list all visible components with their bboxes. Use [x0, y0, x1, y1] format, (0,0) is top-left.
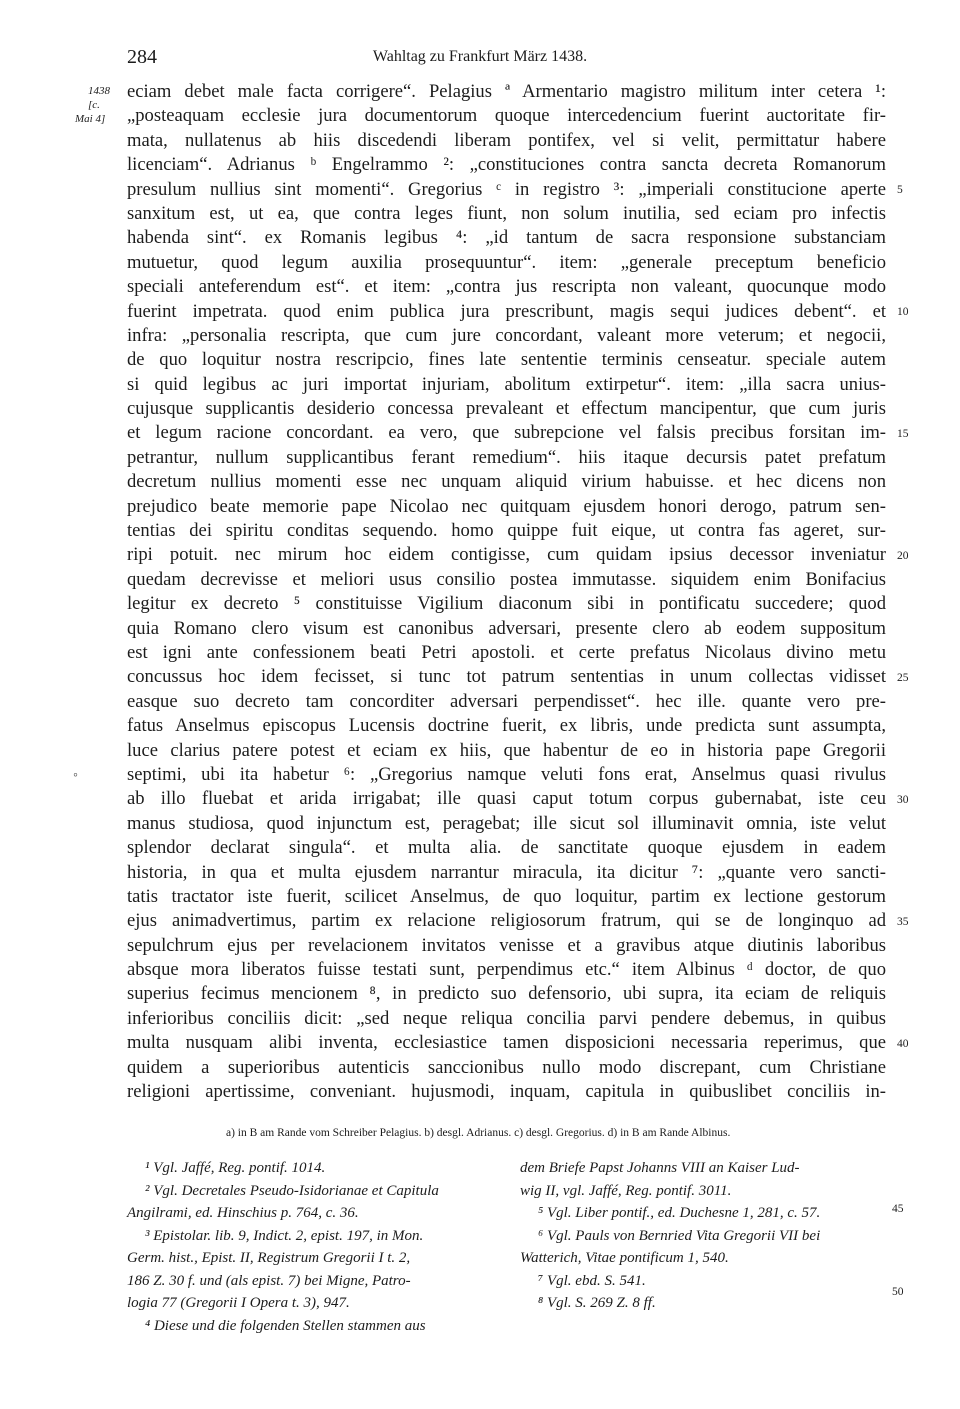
text-line: septimi, ubi ita habetur ⁶: „Gregorius namque veluti fons erat, Anselmus quasi rivulus: [127, 763, 886, 785]
margin-dot: ◦: [73, 768, 78, 783]
text-line: fatus Anselmus episcopus Lucensis doctrine fuerit, ex libris, unde predicta sunt assumpta,: [127, 715, 886, 737]
text-line: absque mora liberatos fuisse testati sunt, perpendimus etc.“ item Albinus ᵈ doctor, de quo: [127, 959, 886, 981]
text-line: quidem a superioribus autenticis sanccionibus nullo modo discrepant, cum Christiane: [127, 1056, 886, 1078]
footnotes-left: [127, 1157, 492, 1337]
footnote-line: ⁸ Vgl. S. 269 Z. 8 ff.: [538, 1295, 656, 1311]
text-line: fuerint impetrata. quod enim publica jura prescribunt, magis sequi judices debent“. et: [127, 300, 886, 322]
text-line: religioni apertissime, conveniant. hujusmodi, inquam, capitula in quibuslibet conciliis in-: [127, 1081, 886, 1103]
variant-notes: a) in B am Rande vom Schreiber Pelagius. b) desgl. Adrianus. c) desgl. Gregorius. d) in B am Rande Albinus.: [226, 1127, 731, 1139]
footnote-line: ¹ Vgl. Jaffé, Reg. pontif. 1014.: [145, 1160, 326, 1176]
text-line: de quo loquitur nostra rescripcio, fines late sententie terminis censeatur. speciale autem: [127, 349, 886, 371]
text-line: habenda sint“. ex Romanis legibus ⁴: „id tantum de sacra responsione substanciam: [127, 227, 886, 249]
line-number: 20: [897, 549, 909, 562]
text-line: splendor declarat singula“. et multa alia. de sanctitate quoque ejusdem in eadem: [127, 837, 886, 859]
text-line: mata, nullatenus ab hiis discedendi liberam pontifex, vel si velit, permittatur habere: [127, 129, 886, 151]
footnote-line: ⁴ Diese und die folgenden Stellen stammen aus: [145, 1317, 426, 1334]
line-number: 30: [897, 793, 909, 806]
text-line: sanxitum est, ut ea, que contra leges fiunt, non solum inutilia, sed eciam pro infectis: [127, 202, 886, 224]
text-line: „posteaquam ecclesie jura documentorum quoque intercedencium fuerint auctoritate fir-: [127, 105, 886, 127]
text-line: inferioribus conciliis dicit: „sed neque reliqua concilia parvi pendere debemus, in quibus: [127, 1007, 886, 1029]
footnote-line: 186 Z. 30 f. und (als epist. 7) bei Migne, Patro-: [127, 1272, 411, 1289]
text-line: et legum racione concordant. ea vero, que subrepcione vel falsis precibus forsitan im-: [127, 422, 886, 444]
margin-date-line: Mai 4]: [75, 113, 106, 125]
footnotes-right: [520, 1157, 885, 1315]
text-line: sepulchrum ejus per revelacionem invitatos venisse et a gravibus atque diutinis laboribus: [127, 934, 886, 956]
text-line: multa nusquam alibi inventa, ecclesiastice tamen disposicioni necessaria reperimus, que: [127, 1032, 886, 1054]
footnote-line: Watterich, Vitae pontificum 1, 540.: [520, 1250, 729, 1266]
footnote-line-number: 45: [892, 1203, 904, 1215]
text-line: concussus hoc idem fecisset, si tunc tot patrum sententias in unum collectas vidisset: [127, 666, 886, 688]
line-number: 5: [897, 183, 903, 196]
text-line: quia Romano clero visum est canonibus adversari, presente clero ab eodem suppositum: [127, 617, 886, 639]
text-line: speciali anteferendum est“. et item: „contra jus rescripta non valeant, quocunque modo: [127, 276, 886, 298]
text-line: est igni ante confessionem beati Petri apostoli. et certe prefatus Nicolaus divino metu: [127, 641, 886, 663]
text-line: tatis tractator iste fuerit, scilicet Anselmus, de quo loquitur, partim ex lectione gestorum: [127, 885, 886, 907]
main-text: [127, 80, 886, 1104]
footnote-line: ⁵ Vgl. Liber pontif., ed. Duchesne 1, 281, c. 57.: [538, 1205, 821, 1221]
line-number: 25: [897, 671, 909, 684]
text-line: tentias dei spiritu conditas sequendo. homo quippe fuit eique, ut contra fas ageret, sur-: [127, 520, 886, 542]
text-line: historia, in qua et multa ejusdem narrantur miracula, ita dicitur ⁷: „quante vero sancti-: [127, 861, 886, 883]
footnote-line: dem Briefe Papst Johanns VIII an Kaiser Lud-: [520, 1160, 800, 1176]
footnote-line: ³ Epistolar. lib. 9, Indict. 2, epist. 197, in Mon.: [145, 1227, 424, 1244]
text-line: ab illo fluebat et arida irrigabat; ille quasi caput totum corpus gubernabat, iste ceu: [127, 788, 886, 810]
text-line: mutuetur, quod legum auxilia prosequuntur“. item: „generale preceptum beneficio: [127, 251, 886, 273]
text-line: ejus animadvertimus, partim ex relacione religiosorum fratrum, qui se de longinquo ad: [127, 910, 886, 932]
text-line: legitur ex decreto ⁵ constituisse Vigilium diaconum sibi in pontificatu succedere; quod: [127, 593, 886, 615]
text-line: manus studiosa, quod injunctum est, peragebat; ille sicut sol illuminavit omnia, iste velut: [127, 812, 886, 834]
footnote-line-number: 50: [892, 1286, 904, 1298]
footnote-line: ² Vgl. Decretales Pseudo-Isidorianae et Capitula: [145, 1182, 439, 1199]
footnote-line: Angilrami, ed. Hinschius p. 764, c. 36.: [127, 1205, 359, 1221]
running-title: Wahltag zu Frankfurt März 1438.: [372, 48, 588, 65]
footnote-line: wig II, vgl. Jaffé, Reg. pontif. 3011.: [520, 1182, 732, 1199]
text-line: easque suo decreto tam concorditer adversari perpendisset“. hec ille. quante vero pre-: [127, 690, 886, 712]
text-line: infra: „personalia rescripta, que cum jure concordant, valeant more veterum; et negocii,: [127, 324, 886, 346]
margin-date-line: [c.: [88, 99, 100, 111]
text-line: superius fecimus mencionem ⁸, in predicto suo defensorio, ubi supra, ita eciam de reliquis: [127, 983, 886, 1005]
footnote-line: Germ. hist., Epist. II, Registrum Gregorii I t. 2,: [127, 1250, 411, 1266]
line-number: 35: [897, 915, 909, 928]
text-line: licenciam“. Adrianus ᵇ Engelrammo ²: „constituciones contra sancta decreta Romanorum: [127, 154, 886, 176]
line-number: 10: [897, 305, 909, 318]
line-number: 40: [897, 1037, 909, 1050]
page-number: 284: [127, 46, 157, 68]
text-line: si quid legibus ac juri importat injuriam, abolitum extirpetur“. item: „illa sacra unius-: [127, 373, 886, 395]
text-line: eciam debet male facta corrigere“. Pelagius ª Armentario magistro militum inter cetera ¹:: [127, 81, 886, 102]
footnote-line: ⁶ Vgl. Pauls von Bernried Vita Gregorii VII bei: [538, 1227, 821, 1244]
margin-date-line: 1438: [88, 85, 110, 97]
text-line: quedam decrevisse et meliori usus consilio postea immutasse. siquidem enim Bonifacius: [127, 568, 886, 590]
text-line: presulum nullius sint momenti“. Gregorius ᶜ in registro ³: „imperiali constitucione aperte: [127, 178, 886, 200]
text-line: luce clarius patere potest et eciam ex hiis, que habentur de eo in historia pape Gregorii: [127, 739, 886, 761]
footnote-line: logia 77 (Gregorii I Opera t. 3), 947.: [127, 1295, 350, 1311]
line-number: 15: [897, 427, 909, 440]
footnote-line: ⁷ Vgl. ebd. S. 541.: [538, 1272, 646, 1289]
text-line: ripi potuit. nec mirum hoc eidem contigisse, cum quidam ipsius decessor inveniatur: [127, 544, 886, 566]
text-line: prejudico beate memorie pape Nicolao nec quitquam ejusdem honori derogo, patrum sen-: [127, 495, 886, 517]
text-line: cujusque supplicantis desiderio concessa prevaleant et effectum mancipentur, que cum juris: [127, 398, 886, 420]
text-line: decretum nullius momenti esse nec unquam aliquid virium habuisse. et hec dicens non: [127, 471, 886, 493]
text-line: petrantur, nullum supplicantibus ferant remedium“. hiis itaque decursis patet prefatum: [127, 446, 886, 468]
